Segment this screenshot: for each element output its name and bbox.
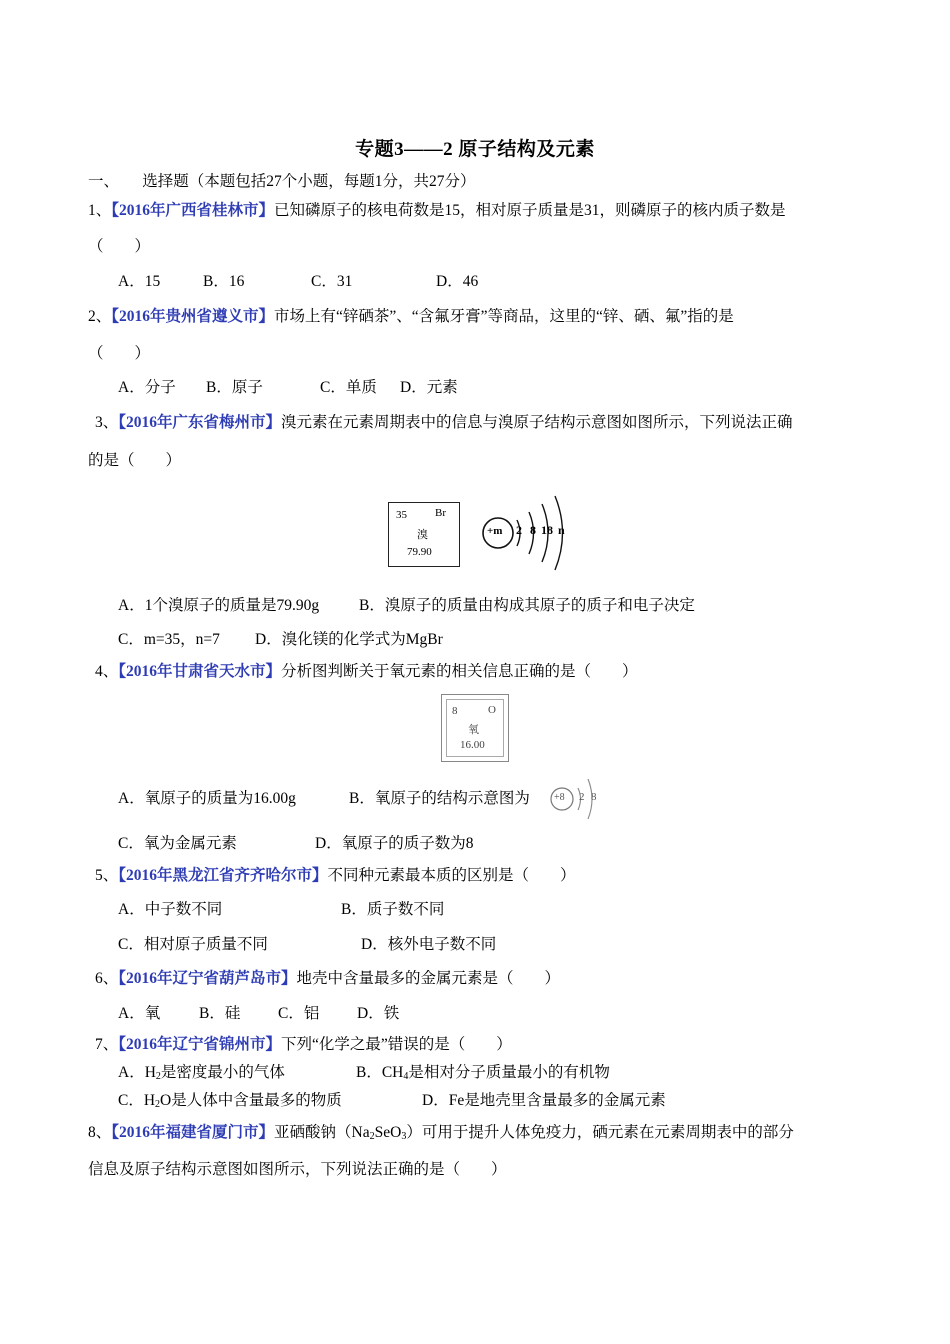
subscript: 2 <box>155 1099 161 1110</box>
option-d: D．溴化镁的化学式为MgBr <box>255 631 443 648</box>
option-a: A．1个溴原子的质量是79.90g <box>118 597 320 614</box>
question-text: SeO <box>374 1124 402 1141</box>
question-number: 1、 <box>88 202 112 219</box>
question-source: 【2016年辽宁省锦州市】 <box>118 1036 282 1053</box>
option-d: D．铁 <box>357 1005 400 1022</box>
subscript: 3 <box>401 1131 407 1142</box>
question-text: 下列“化学之最”错误的是（ ） <box>281 1036 512 1053</box>
shell-1-electrons: 2 <box>516 523 522 537</box>
atomic-number: 35 <box>396 509 407 521</box>
question-1 <box>88 201 786 221</box>
question-text: 分析图判断关于氧元素的相关信息正确的是（ ） <box>281 663 638 680</box>
question-number: 7、 <box>95 1036 119 1053</box>
option-a: A．分子 <box>118 379 176 396</box>
answer-bracket: （ ） <box>88 238 151 255</box>
option-b: B．硅 <box>199 1005 241 1022</box>
option-b <box>356 1063 610 1083</box>
shell-1-electrons: 2 <box>579 791 585 803</box>
question-text: 不同种元素最本质的区别是（ ） <box>327 867 576 884</box>
question-source: 【2016年甘肃省天水市】 <box>118 663 282 680</box>
option-b: B．原子 <box>206 379 263 396</box>
option-c: C．m=35，n=7 <box>118 631 220 648</box>
option-d: D．Fe是地壳里含量最多的金属元素 <box>422 1092 666 1109</box>
element-name: 氧 <box>468 724 479 736</box>
atomic-mass: 16.00 <box>460 739 485 751</box>
question-number: 3、 <box>95 414 119 431</box>
nucleus-charge: +8 <box>554 792 565 803</box>
bromine-atom-diagram <box>478 490 578 575</box>
question-5 <box>95 866 576 886</box>
question-6 <box>95 969 560 989</box>
option-a <box>118 1063 285 1083</box>
oxygen-atom-diagram <box>546 772 602 822</box>
option-b-text: 是相对分子质量最小的有机物 <box>408 1064 610 1081</box>
option-c: C．单质 <box>320 379 377 396</box>
option-b: B．溴原子的质量由构成其原子的质子和电子决定 <box>359 597 695 614</box>
option-b: B．氧原子的结构示意图为 <box>349 790 530 807</box>
question-source: 【2016年广西省桂林市】 <box>111 202 275 219</box>
option-b: B．16 <box>203 273 245 290</box>
question-source: 【2016年黑龙江省齐齐哈尔市】 <box>118 867 328 884</box>
shell-2-electrons: 8 <box>530 523 536 537</box>
shell-3-electrons: 18 <box>541 523 553 537</box>
option-c: C．相对原子质量不同 <box>118 936 268 953</box>
option-b: B．质子数不同 <box>341 901 445 918</box>
question-text: 溴元素在元素周期表中的信息与溴原子结构示意图如图所示，下列说法正确 <box>281 414 793 431</box>
element-symbol: Br <box>435 507 446 519</box>
question-7 <box>95 1035 512 1055</box>
question-number: 8、 <box>88 1124 112 1141</box>
question-text: 亚硒酸钠（Na <box>274 1124 370 1141</box>
question-8-continued: 信息及原子结构示意图如图所示，下列说法正确的是（ ） <box>88 1161 507 1178</box>
page-title: 专题3——2 原子结构及元素 <box>355 139 595 160</box>
option-c: C．氧为金属元素 <box>118 835 237 852</box>
question-8 <box>88 1123 794 1143</box>
question-source: 【2016年辽宁省葫芦岛市】 <box>118 970 297 987</box>
option-a-prefix: A．H <box>118 1064 156 1081</box>
question-2 <box>88 307 734 327</box>
option-c: C．铝 <box>278 1005 320 1022</box>
question-text: 市场上有“锌硒茶”、“含氟牙膏”等商品，这里的“锌、硒、氟”指的是 <box>274 308 734 325</box>
element-symbol: O <box>488 704 496 716</box>
option-d: D．核外电子数不同 <box>361 936 497 953</box>
shell-4-electrons: n <box>558 523 565 537</box>
question-number: 6、 <box>95 970 119 987</box>
option-d: D．氧原子的质子数为8 <box>315 835 474 852</box>
option-c: C．31 <box>311 273 353 290</box>
option-c-text: O是人体中含量最多的物质 <box>160 1092 342 1109</box>
subscript: 4 <box>403 1071 409 1082</box>
option-c <box>118 1091 342 1111</box>
subscript: 2 <box>155 1071 161 1082</box>
section-heading: 一、 选择题（本题包括27个小题，每题1分，共27分） <box>88 173 476 190</box>
bromine-element-card <box>388 502 460 567</box>
question-text: ）可用于提升人体免疫力，硒元素在元素周期表中的部分 <box>406 1124 794 1141</box>
question-text: 已知磷原子的核电荷数是15，相对原子质量是31，则磷原子的核内质子数是 <box>274 202 786 219</box>
option-a: A．氧原子的质量为16.00g <box>118 790 296 807</box>
question-text: 地壳中含量最多的金属元素是（ ） <box>296 970 561 987</box>
question-source: 【2016年贵州省遵义市】 <box>111 308 275 325</box>
atomic-number: 8 <box>452 705 458 717</box>
question-number: 2、 <box>88 308 112 325</box>
option-d: D．46 <box>436 273 479 290</box>
option-a-text: 是密度最小的气体 <box>160 1064 285 1081</box>
option-a: A．15 <box>118 273 161 290</box>
question-number: 4、 <box>95 663 119 680</box>
shell-2-electrons: 8 <box>591 791 597 803</box>
answer-bracket: （ ） <box>88 345 151 362</box>
question-number: 5、 <box>95 867 119 884</box>
question-source: 【2016年福建省厦门市】 <box>111 1124 275 1141</box>
oxygen-element-card <box>441 694 509 762</box>
question-source: 【2016年广东省梅州市】 <box>118 414 282 431</box>
question-3-continued: 的是（ ） <box>88 452 182 469</box>
option-d: D．元素 <box>400 379 458 396</box>
option-a: A．中子数不同 <box>118 901 223 918</box>
atomic-mass: 79.90 <box>407 546 432 558</box>
option-c-prefix: C．H <box>118 1092 156 1109</box>
option-a: A．氧 <box>118 1005 161 1022</box>
question-3 <box>95 413 793 433</box>
nucleus-charge: +m <box>487 525 503 537</box>
question-4 <box>95 662 638 682</box>
element-name: 溴 <box>417 529 428 541</box>
subscript: 2 <box>369 1131 375 1142</box>
option-b-prefix: B．CH <box>356 1064 404 1081</box>
